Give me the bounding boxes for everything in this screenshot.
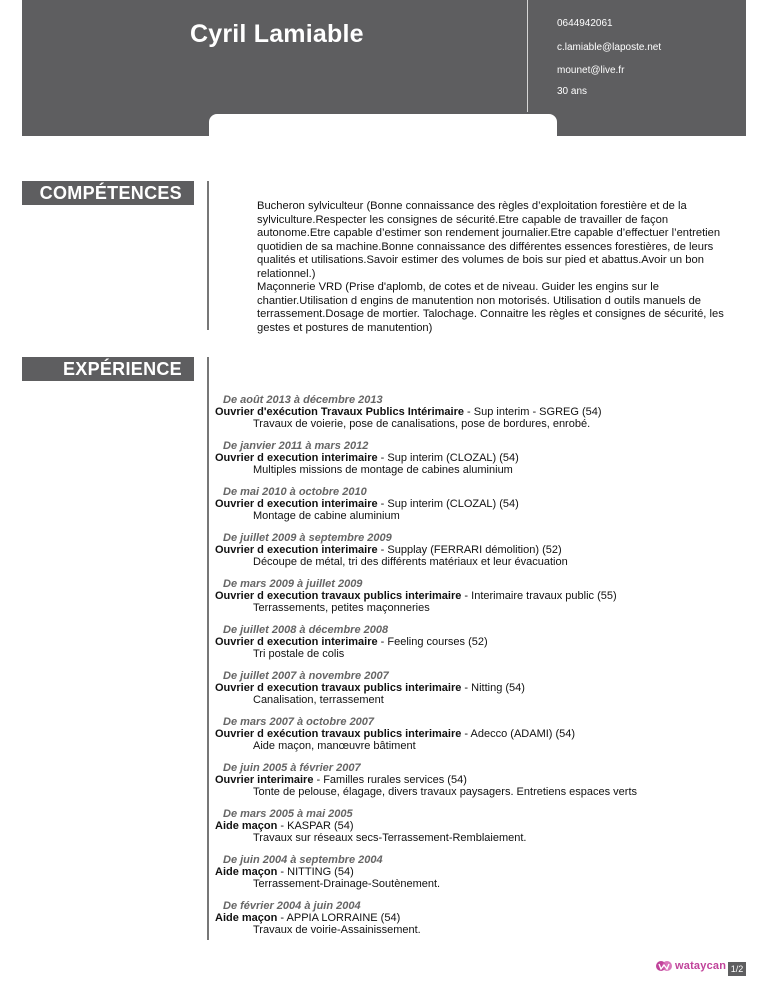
experience-title-line bbox=[215, 636, 755, 648]
experience-employer: - NITTING (54) bbox=[277, 866, 354, 878]
experience-description: Aide maçon, manœuvre bâtiment bbox=[253, 740, 416, 752]
experience-dates: De mai 2010 à octobre 2010 bbox=[223, 486, 367, 498]
wataycan-logo-icon bbox=[656, 959, 672, 973]
experience-item bbox=[215, 624, 755, 670]
experience-title-line bbox=[215, 452, 755, 464]
experience-description: Multiples missions de montage de cabines aluminium bbox=[253, 464, 513, 476]
experience-description: Tonte de pelouse, élagage, divers travaux paysagers. Entretiens espaces verts bbox=[253, 786, 638, 798]
experience-title-line bbox=[215, 544, 755, 556]
experience-item bbox=[215, 578, 755, 624]
email-secondary: mounet@live.fr bbox=[557, 65, 625, 76]
experience-description: Canalisation, terrassement bbox=[253, 694, 384, 706]
experience-employer: - Sup interim (CLOZAL) (54) bbox=[377, 452, 519, 464]
experience-employer: - Interimaire travaux public (55) bbox=[461, 590, 617, 602]
experience-title-line bbox=[215, 498, 755, 510]
experience-title-line bbox=[215, 820, 755, 832]
experience-title-line bbox=[215, 682, 755, 694]
email-primary: c.lamiable@laposte.net bbox=[557, 42, 662, 53]
experience-description: Découpe de métal, tri des différents matériaux et leur évacuation bbox=[253, 556, 568, 568]
header-divider bbox=[527, 0, 528, 112]
experience-title-line bbox=[215, 774, 755, 786]
experience-description: Terrassements, petites maçonneries bbox=[253, 602, 430, 614]
experience-title: Ouvrier d execution interimaire bbox=[215, 544, 378, 556]
experience-employer: - Nitting (54) bbox=[461, 682, 525, 694]
experience-dates: De mars 2007 à octobre 2007 bbox=[223, 716, 375, 728]
phone-number: 0644942061 bbox=[557, 18, 613, 29]
experience-title: Ouvrier interimaire bbox=[215, 774, 314, 786]
page-number-badge: 1/2 bbox=[728, 962, 746, 976]
experience-description: Travaux sur réseaux secs-Terrassement-Remblaiement. bbox=[253, 832, 527, 844]
experience-title-line bbox=[215, 406, 755, 418]
experience-employer: - Familles rurales services (54) bbox=[313, 774, 467, 786]
experience-employer: - Sup interim (CLOZAL) (54) bbox=[377, 498, 519, 510]
experience-title: Aide maçon bbox=[215, 912, 278, 924]
experience-item bbox=[215, 900, 755, 946]
experience-employer: - KASPAR (54) bbox=[277, 820, 354, 832]
age: 30 ans bbox=[557, 86, 588, 97]
experience-employer: - APPIA LORRAINE (54) bbox=[277, 912, 401, 924]
experience-title-line bbox=[215, 590, 755, 602]
experience-dates: De février 2004 à juin 2004 bbox=[223, 900, 361, 912]
experience-title: Aide maçon bbox=[215, 820, 278, 832]
experience-item bbox=[215, 762, 755, 808]
experience-employer: - Feeling courses (52) bbox=[377, 636, 488, 648]
candidate-name: Cyril Lamiable bbox=[190, 20, 364, 48]
experience-title: Ouvrier d execution travaux publics interimaire bbox=[215, 590, 462, 602]
experience-dates: De août 2013 à décembre 2013 bbox=[223, 394, 383, 406]
experience-item bbox=[215, 808, 755, 854]
experience-description: Terrassement-Drainage-Soutènement. bbox=[253, 878, 441, 890]
experience-item bbox=[215, 854, 755, 900]
experience-description: Tri postale de colis bbox=[253, 648, 345, 660]
experience-dates: De juillet 2007 à novembre 2007 bbox=[223, 670, 389, 682]
experience-title: Ouvrier d execution interimaire bbox=[215, 636, 378, 648]
logo-text: wataycan bbox=[675, 960, 727, 972]
experience-item bbox=[215, 486, 755, 532]
experience-dates: De juillet 2008 à décembre 2008 bbox=[223, 624, 389, 636]
experience-title: Ouvrier d execution interimaire bbox=[215, 498, 378, 510]
experience-description: Montage de cabine aluminium bbox=[253, 510, 400, 522]
experience-title: Ouvrier d'exécution Travaux Publics Intérimaire bbox=[215, 406, 464, 418]
experience-employer: - Supplay (FERRARI démolition) (52) bbox=[377, 544, 562, 556]
experience-item bbox=[215, 716, 755, 762]
experience-dates: De juin 2004 à septembre 2004 bbox=[223, 854, 383, 866]
experience-list bbox=[215, 394, 755, 946]
experience-dates: De mars 2005 à mai 2005 bbox=[223, 808, 353, 820]
experience-employer: - Sup interim - SGREG (54) bbox=[464, 406, 602, 418]
experience-item bbox=[215, 532, 755, 578]
experience-employer: - Adecco (ADAMI) (54) bbox=[461, 728, 576, 740]
experience-item bbox=[215, 440, 755, 486]
experience-title-line bbox=[215, 866, 755, 878]
experience-description: Travaux de voirie-Assainissement. bbox=[253, 924, 421, 936]
experience-heading: EXPÉRIENCE bbox=[22, 357, 194, 381]
wataycan-logo[interactable] bbox=[656, 958, 726, 974]
competences-text: Bucheron sylviculteur (Bonne connaissance des règles d’exploitation forestière et de la sylviculture.Respecter les consignes de sécurité.Etre capable de travailler de façon autonome.Etre capable d’estimer son rendement journalier.Etre capable d’effectuer l’entretien quotidien de sa machine.Bonne connaissance des différentes essences forestières, de leurs qualités et utilisations.Savoir estimer des volumes de bois sur pied et abattus.Avoir un bon relationnel.) Maçonnerie VRD (Prise d'aplomb, de cotes et de niveau. Guider les engins sur le chantier.Utilisation d engins de manutention non motorisés. Utilisation d outils manuels de terrassement.Dosage de mortier. Talochage. Connaitre les règles et consignes de sécurité, les gestes et postures de manutention) bbox=[257, 200, 724, 334]
experience-title: Ouvrier d exécution travaux publics interimaire bbox=[215, 728, 462, 740]
competences-heading: COMPÉTENCES bbox=[22, 181, 194, 205]
experience-dates: De juin 2005 à février 2007 bbox=[223, 762, 361, 774]
experience-description: Travaux de voierie, pose de canalisations, pose de bordures, enrobé. bbox=[253, 418, 591, 430]
experience-item bbox=[215, 670, 755, 716]
competences-divider bbox=[207, 181, 209, 330]
experience-dates: De mars 2009 à juillet 2009 bbox=[223, 578, 363, 590]
header-notch bbox=[209, 114, 557, 138]
experience-dates: De janvier 2011 à mars 2012 bbox=[223, 440, 369, 452]
experience-title: Ouvrier d execution travaux publics interimaire bbox=[215, 682, 462, 694]
experience-item bbox=[215, 394, 755, 440]
experience-title-line bbox=[215, 912, 755, 924]
experience-dates: De juillet 2009 à septembre 2009 bbox=[223, 532, 392, 544]
experience-divider bbox=[207, 357, 209, 940]
experience-title-line bbox=[215, 728, 755, 740]
experience-title: Ouvrier d execution interimaire bbox=[215, 452, 378, 464]
experience-title: Aide maçon bbox=[215, 866, 278, 878]
